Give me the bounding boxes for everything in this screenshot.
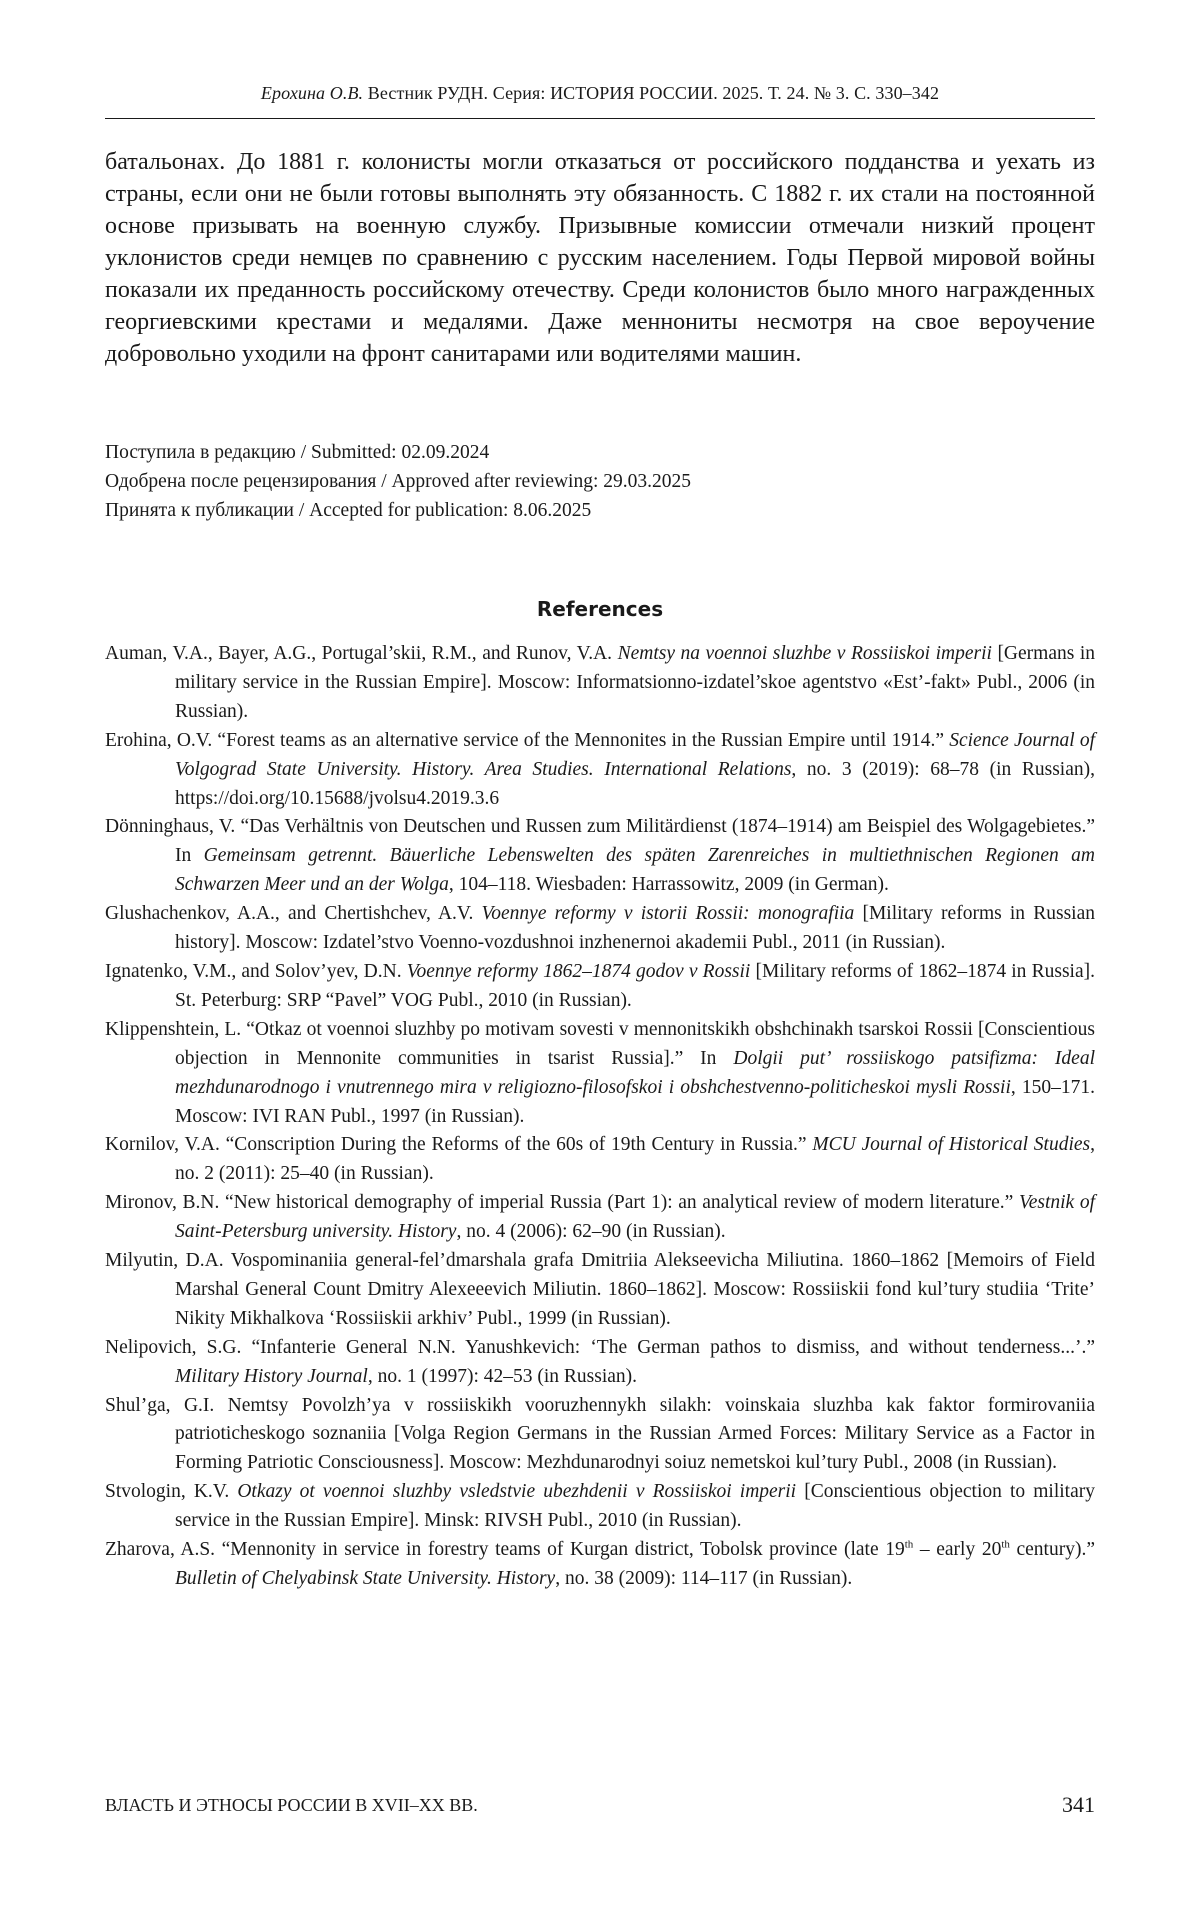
header-author: Ерохина О.В. (260, 83, 364, 103)
reference-text: Nelipovich, S.G. “Infanterie General N.N. Yanushkevich: ‘The German pathos to dismiss, and without tenderness...’.” (105, 1336, 1095, 1358)
reference-text: Stvologin, K.V. (105, 1481, 238, 1503)
page-number: 341 (1062, 1792, 1095, 1817)
reference-title: Military History Journal (175, 1365, 368, 1387)
reference-text: Milyutin, D.A. Vospominaniia general-fel’dmarshala grafa Dmitriia Alekseevicha Miliutina. 1860–1862 [Memoirs of Field Marshal General Count Dmitry Alexeeevich Miliutin. 1860–1862]. Moscow: Rossiiskii fond kul’tury studiia ‘Trite’ Nikity Mikhalkova ‘Rossiiskii arkhiv’ Publ., 1999 (in Russian). (105, 1250, 1095, 1329)
running-header (105, 83, 1095, 104)
reference-text: Erohina, O.V. “Forest teams as an alternative service of the Mennonites in the Russian Empire until 1914.” (105, 729, 950, 751)
reference-item (105, 1536, 1095, 1594)
superscript: th (1001, 1538, 1010, 1551)
reference-text: Glushachenkov, A.A., and Chertishchev, A.V. (105, 903, 482, 925)
reference-item (105, 1016, 1095, 1132)
reference-title: Bulletin of Chelyabinsk State University. History (175, 1568, 556, 1589)
reference-text: [Military reforms in Russian history]. Moscow: Izdatel’stvo Voenno-vozdushnoi inzhenernoi akademii Publ., 2011 (in Russian). (175, 903, 1095, 954)
date-submitted: Поступила в редакцию / Submitted: 02.09.2024 (105, 442, 490, 463)
header-rule (105, 118, 1095, 119)
reference-item (105, 1392, 1095, 1479)
reference-text: , no. 3 (2019): 68–78 (in Russian), https://doi.org/10.15688/jvolsu4.2019.3.6 (175, 758, 1095, 809)
reference-title: Vestnik of Saint-Petersburg university. History (175, 1192, 1095, 1243)
references-list (105, 640, 1095, 1594)
date-accepted: Принята к публикации / Accepted for publication: 8.06.2025 (105, 500, 592, 521)
reference-text: Shul’ga, G.I. Nemtsy Povolzh’ya v rossiiskikh vooruzhennykh silakh: voinskaia sluzhba kak faktor formirovaniia patrioticheskogo soznaniia [Volga Region Germans in the Russian Armed Forces: Military Service as a Factor in Forming Patriotic Consciousness]. Moscow: Mezhdunarodnyi soiuz nemetskoi kul’tury Publ., 2008 (in Russian). (105, 1394, 1095, 1474)
reference-title: Voennye reformy 1862–1874 godov v Rossii (406, 960, 751, 982)
reference-text: , 150–171. Moscow: IVI RAN Publ., 1997 (in Russian). (175, 1076, 1096, 1127)
header-journal: Вестник РУДН. Серия: ИСТОРИЯ РОССИИ. 2025. Т. 24. № 3. С. 330–342 (367, 83, 940, 103)
reference-text: Klippenshtein, L. “Otkaz ot voennoi sluzhby po motivam sovesti v mennonitskikh obshchinakh tsarskoi Rossii [Conscientious objection in Mennonite communities in tsarist Russia].” In (105, 1018, 1095, 1069)
reference-title: Dolgii put’ rossiiskogo patsifizma: Ideal mezhdunarodnogo i vnutrennego mira v religiozno-filosofskoi i obshchestvenno-politicheskoi mysli Rossii (175, 1047, 1095, 1098)
reference-item (105, 1478, 1095, 1536)
reference-title: Nemtsy na voennoi sluzhbe v Rossiiskoi imperii (617, 643, 992, 664)
reference-text: , no. 2 (2011): 25–40 (in Russian). (175, 1134, 1095, 1185)
reference-title: Gemeinsam getrennt. Bäuerliche Lebenswelten des späten Zarenreiches in multiethnischen Regionen am Schwarzen Meer und an der Wolga (175, 845, 1095, 896)
reference-text: Zharova, A.S. “Mennonity in service in forestry teams of Kurgan district, Tobolsk province (late 19 (105, 1539, 905, 1561)
reference-text: [Germans in military service in the Russian Empire]. Moscow: Informatsionno-izdatel’skoe agentstvo «Est’-fakt» Publ., 2006 (in Russian). (175, 643, 1096, 722)
reference-text: [Military reforms of 1862–1874 in Russia]. St. Peterburg: SRP “Pavel” VOG Publ., 2010 (in Russian). (175, 960, 1095, 1011)
date-approved: Одобрена после рецензирования / Approved after reviewing: 29.03.2025 (105, 471, 692, 492)
reference-item (105, 958, 1095, 1016)
reference-text: Ignatenko, V.M., and Solov’yev, D.N. (105, 960, 407, 982)
reference-item (105, 1247, 1095, 1334)
reference-item (105, 640, 1095, 727)
superscript: th (904, 1538, 914, 1551)
reference-title: Voennye reformy v istorii Rossii: monografiia (481, 903, 855, 925)
reference-text: Dönninghaus, V. “Das Verhältnis von Deutschen und Russen zum Militärdienst (1874–1914) am Beispiel des Wolgagebietes.” In (105, 816, 1095, 867)
reference-text: – early 20 (913, 1539, 1002, 1561)
reference-text: [Conscientious objection to military service in the Russian Empire]. Minsk: RIVSH Publ., 2010 (in Russian). (175, 1481, 1095, 1532)
reference-item (105, 1334, 1095, 1392)
reference-text: , no. 1 (1997): 42–53 (in Russian). (367, 1365, 638, 1387)
reference-item (105, 813, 1095, 900)
reference-text: , no. 38 (2009): 114–117 (in Russian). (555, 1568, 853, 1589)
reference-title: MCU Journal of Historical Studies (812, 1134, 1091, 1156)
references-heading: References (536, 597, 664, 621)
reference-item (105, 1131, 1095, 1189)
reference-title: Otkazy ot voennoi sluzhby vsledstvie ubezhdenii v Rossiiskoi imperii (237, 1481, 797, 1503)
reference-text: Auman, V.A., Bayer, A.G., Portugal’skii, R.M., and Runov, V.A. (105, 643, 618, 664)
reference-item (105, 900, 1095, 958)
reference-text: Kornilov, V.A. “Conscription During the Reforms of the 60s of 19th Century in Russia.” (105, 1134, 813, 1156)
reference-text: , no. 4 (2006): 62–90 (in Russian). (456, 1221, 726, 1243)
reference-text: century).” (1009, 1539, 1095, 1561)
reference-title: Science Journal of Volgograd State University. History. Area Studies. International Relations (175, 729, 1095, 780)
reference-item (105, 1189, 1095, 1247)
submission-dates (105, 438, 1095, 525)
body-paragraph: батальонах. До 1881 г. колонисты могли отказаться от российского подданства и уехать из страны, если они не были готовы выполнять эту обязанность. С 1882 г. их стали на постоянной основе призывать на военную службу. Призывные комиссии отмечали низкий процент уклонистов среди немцев по сравнению с русским населением. Годы Первой мировой войны показали их преданность российскому отечеству. Среди колонистов было много награжденных георгиевскими крестами и медалями. Даже меннониты несмотря на свое вероучение добровольно уходили на фронт санитарами или водителями машин. (105, 149, 1095, 367)
reference-text: Mironov, B.N. “New historical demography of imperial Russia (Part 1): an analytical review of modern literature.” (105, 1192, 1019, 1214)
reference-text: , 104–118. Wiesbaden: Harrassowitz, 2009 (in German). (448, 874, 889, 896)
footer-journal-title: ВЛАСТЬ И ЭТНОСЫ РОССИИ В XVII–XX ВВ. (105, 1795, 478, 1815)
reference-item (105, 727, 1095, 814)
